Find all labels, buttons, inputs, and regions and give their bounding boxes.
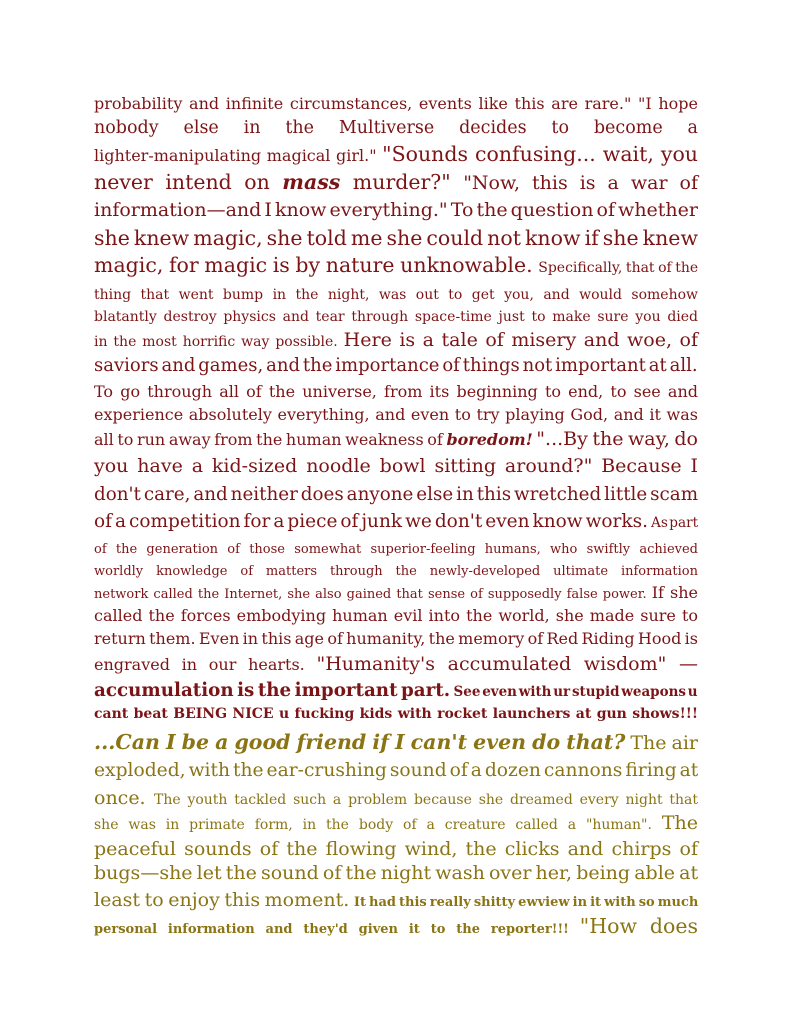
text-line: [94, 483, 699, 505]
text-run: never intend on: [94, 170, 283, 194]
text-line: [94, 284, 698, 303]
text-line: [94, 382, 698, 401]
text-line: [94, 538, 698, 557]
text-run: Because I: [601, 455, 699, 477]
text-run: of the generation of those somewhat superior-feeling humans, who swiftly achieved: [94, 542, 698, 557]
text-line: [94, 862, 698, 884]
text-line: [94, 253, 698, 277]
text-line: [94, 170, 698, 194]
text-line: [94, 838, 698, 860]
text-line: [94, 730, 698, 754]
text-line: [94, 329, 698, 351]
text-run: saviors and games, and the importance of things not important at all.: [94, 354, 698, 376]
text-run: blatantly destroy physics and tear through space-time just to make sure you died: [94, 309, 698, 325]
text-run: ...Can I be a good friend if I can't even do that?: [94, 730, 626, 754]
text-run: she knew magic, she told me she could not know if she knew: [94, 226, 698, 250]
text-run: accumulation is the important part.: [94, 679, 454, 701]
text-run: network called the Internet, she also gained that sense of supposedly false power.: [94, 587, 652, 602]
text-run: peaceful sounds of the flowing wind, the clicks and chirps of: [94, 838, 698, 860]
text-run: If she: [651, 583, 698, 602]
text-run: of a competition for a piece of junk we don't even know works.: [94, 510, 651, 532]
text-line: [94, 405, 698, 424]
text-run: Here is a tale of misery and woe, of: [343, 329, 698, 351]
text-line: [94, 914, 698, 938]
text-run: all to run away from the human weakness of: [94, 430, 447, 449]
text-line: [94, 583, 698, 602]
text-run: you have a kid-sized noodle bowl sitting around?": [94, 455, 602, 477]
text-run: boredom!: [446, 430, 533, 449]
text-line: [94, 787, 698, 809]
text-run: "...By the way, do: [536, 428, 698, 450]
text-line: [94, 354, 698, 376]
text-run: thing that went bump in the night, was out to get you, and would somehow: [94, 287, 698, 303]
text-line: [94, 759, 699, 781]
text-run: in the most horrific way possible.: [94, 334, 344, 350]
text-line: [94, 812, 698, 834]
text-run: bugs—she let the sound of the night wash over her, being able at: [94, 862, 699, 884]
text-line: [94, 94, 698, 113]
text-run: lighter-manipulating magical girl.": [94, 146, 383, 165]
text-run: Even in this age of humanity, the memory of Red Riding Hood is: [198, 629, 698, 648]
text-run: nobody else in the Multiverse decides to become a: [94, 118, 698, 138]
text-line: [94, 142, 698, 166]
text-line: [94, 199, 698, 221]
text-line: [94, 679, 698, 701]
text-run: To go through all of the universe, from its beginning to end, to see and: [94, 382, 698, 401]
text-run: "Now, this is a war of: [463, 172, 698, 194]
text-run: experience absolutely everything, and even to try playing God, and it was: [94, 405, 698, 424]
text-run: called the forces embodying human evil into the world, she made sure to: [94, 606, 698, 625]
text-line: [94, 889, 698, 911]
text-line: [94, 455, 698, 477]
text-run: cant beat BEING NICE u fucking kids with rocket launchers at gun shows!!!: [94, 706, 698, 722]
text-line: [94, 306, 698, 325]
text-run: return them.: [94, 629, 199, 648]
text-run: See even with ur stupid weapons u: [453, 684, 698, 700]
text-run: Specifically, that of the: [538, 260, 699, 276]
text-run: The youth tackled such a problem because she dreamed every night that: [154, 792, 699, 808]
text-line: [94, 560, 698, 579]
text-run: least to enjoy this moment.: [94, 889, 354, 911]
text-run: "Sounds confusing... wait, you: [382, 142, 698, 166]
text-run: don't care, and neither does anyone else in this wretched little scam: [94, 483, 699, 505]
text-run: worldly knowledge of matters through the newly-developed ultimate information: [94, 564, 698, 579]
text-line: [94, 510, 699, 532]
text-run: personal information and they'd given it to the reporter!!!: [94, 922, 580, 937]
text-line: [94, 629, 698, 648]
text-run: It had this really shitty ewview in it with so much: [353, 895, 699, 910]
text-run: probability and infinite circumstances, events like this are rare." "I hope: [94, 94, 698, 113]
text-run: As part: [650, 515, 699, 531]
text-run: The air: [625, 732, 698, 754]
text-run: once.: [94, 787, 154, 809]
text-run: "Humanity's accumulated wisdom" —: [316, 653, 698, 675]
text-run: The: [661, 812, 698, 834]
text-run: magic, for magic is by nature unknowable.: [94, 253, 539, 277]
text-run: information—and I know everything." To the question of whether: [94, 199, 698, 221]
text-run: mass: [282, 170, 341, 194]
text-run: engraved in our hearts.: [94, 655, 317, 674]
text-line: [94, 606, 698, 625]
text-run: murder?": [340, 170, 464, 194]
text-line: [94, 118, 698, 138]
text-line: [94, 428, 698, 450]
text-run: she was in primate form, in the body of a creature called a "human".: [94, 817, 662, 833]
text-line: [94, 653, 698, 675]
text-line: [94, 226, 698, 250]
text-run: "How does: [579, 914, 698, 938]
text-run: exploded, with the ear-crushing sound of a dozen cannons firing at: [94, 759, 699, 781]
text-line: [94, 703, 698, 722]
